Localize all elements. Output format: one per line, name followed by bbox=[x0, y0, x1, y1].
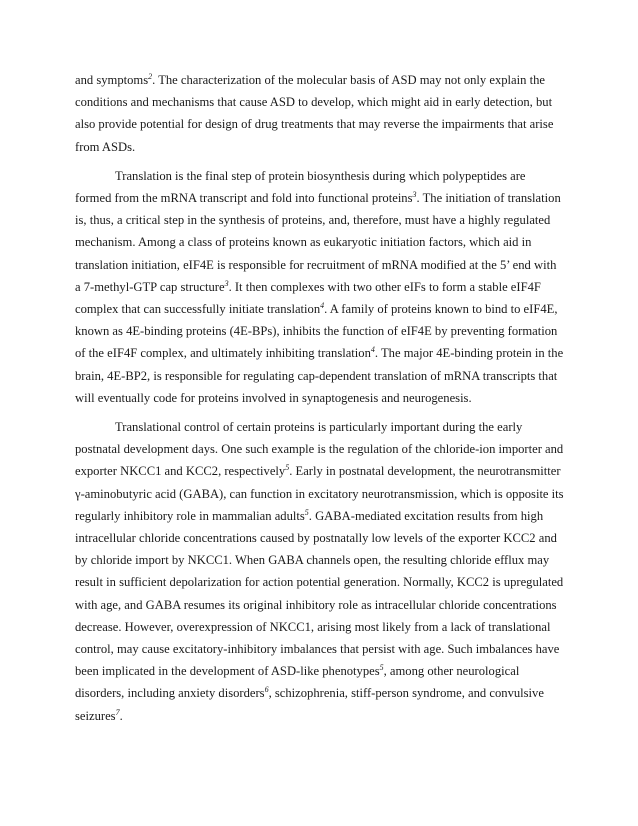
citation-superscript: 5 bbox=[304, 507, 309, 517]
text-segment: . bbox=[119, 708, 123, 723]
text-segment: . A family of proteins known to bind to eIF4E, known as 4E-binding proteins (4E-BPs), inhibits the function of eIF4E by preventing formation of the eIF4F complex, and ultimately inhibiting translation bbox=[75, 302, 558, 361]
citation-superscript: 2 bbox=[148, 72, 153, 81]
citation-superscript: 4 bbox=[320, 301, 325, 311]
citation-superscript: 5 bbox=[285, 463, 290, 473]
text-segment: . GABA-mediated excitation results from high intracellular chloride concentrations caused by postnatally low levels of the exporter KCC2 and by chloride import by NKCC1. When GABA channels open, the resulting chloride efflux may result in sufficient depolarization for action potential generation. Normally, KCC2 is upregulated with age, and GABA resumes its original inhibitory role as intracellular chloride concentrations decrease. However, overexpression of NKCC1, arising most likely from a lack of translational control, may cause excitatory-inhibitory imbalances that persist with age. Such imbalances have been implicated in the development of ASD-like phenotypes bbox=[75, 508, 564, 679]
paragraph-translation bbox=[75, 165, 564, 409]
citation-superscript: 4 bbox=[370, 345, 375, 355]
text-segment: . Early in postnatal development, the neurotransmitter γ-aminobutyric acid (GABA), can function in excitatory neurotransmission, which is opposite its regularly inhibitory role in mammalian adults bbox=[75, 464, 564, 523]
citation-superscript: 3 bbox=[412, 190, 417, 200]
text-segment: , schizophrenia, stiff-person syndrome, and convulsive seizures bbox=[75, 686, 544, 723]
text-segment: Translational control of certain proteins is particularly important during the early postnatal development days. One such example is the regulation of the chloride-ion importer and exporter NKCC1 and KCC2, respectively bbox=[75, 420, 564, 479]
text-segment: . The initiation of translation is, thus, a critical step in the synthesis of proteins, and, therefore, must have a highly regulated mechanism. Among a class of proteins known as eukaryotic initiation factors, which aid in translation initiation, eIF4E is responsible for recruitment of mRNA modified at the 5’ end with a 7-methyl-GTP cap structure bbox=[75, 191, 561, 294]
body-text bbox=[75, 69, 564, 727]
paragraph-translational-control bbox=[75, 416, 564, 727]
text-segment: . It then complexes with two other eIFs to form a stable eIF4F complex that can successfully initiate translation bbox=[75, 279, 541, 317]
text-segment: . The major 4E-binding protein in the brain, 4E-BP2, is responsible for regulating cap-dependent translation of mRNA transcripts that will eventually code for proteins involved in synaptogenesis and neurogenesis. bbox=[75, 346, 564, 405]
text-segment: and symptoms bbox=[75, 73, 149, 87]
citation-superscript: 3 bbox=[224, 278, 229, 288]
paragraph-intro-continuation bbox=[75, 69, 564, 158]
citation-superscript: 7 bbox=[115, 707, 120, 717]
citation-superscript: 6 bbox=[264, 685, 269, 695]
text-segment: Translation is the final step of protein biosynthesis during which polypeptides are formed from the mRNA transcript and fold into functional proteins bbox=[75, 168, 526, 206]
citation-superscript: 5 bbox=[379, 663, 384, 673]
text-segment: , among other neurological disorders, including anxiety disorders bbox=[75, 664, 520, 701]
text-segment: . The characterization of the molecular basis of ASD may not only explain the conditions and mechanisms that cause ASD to develop, which might aid in early detection, but also provide potential for design of drug treatments that may reverse the impairments that arise from ASDs. bbox=[75, 73, 554, 154]
